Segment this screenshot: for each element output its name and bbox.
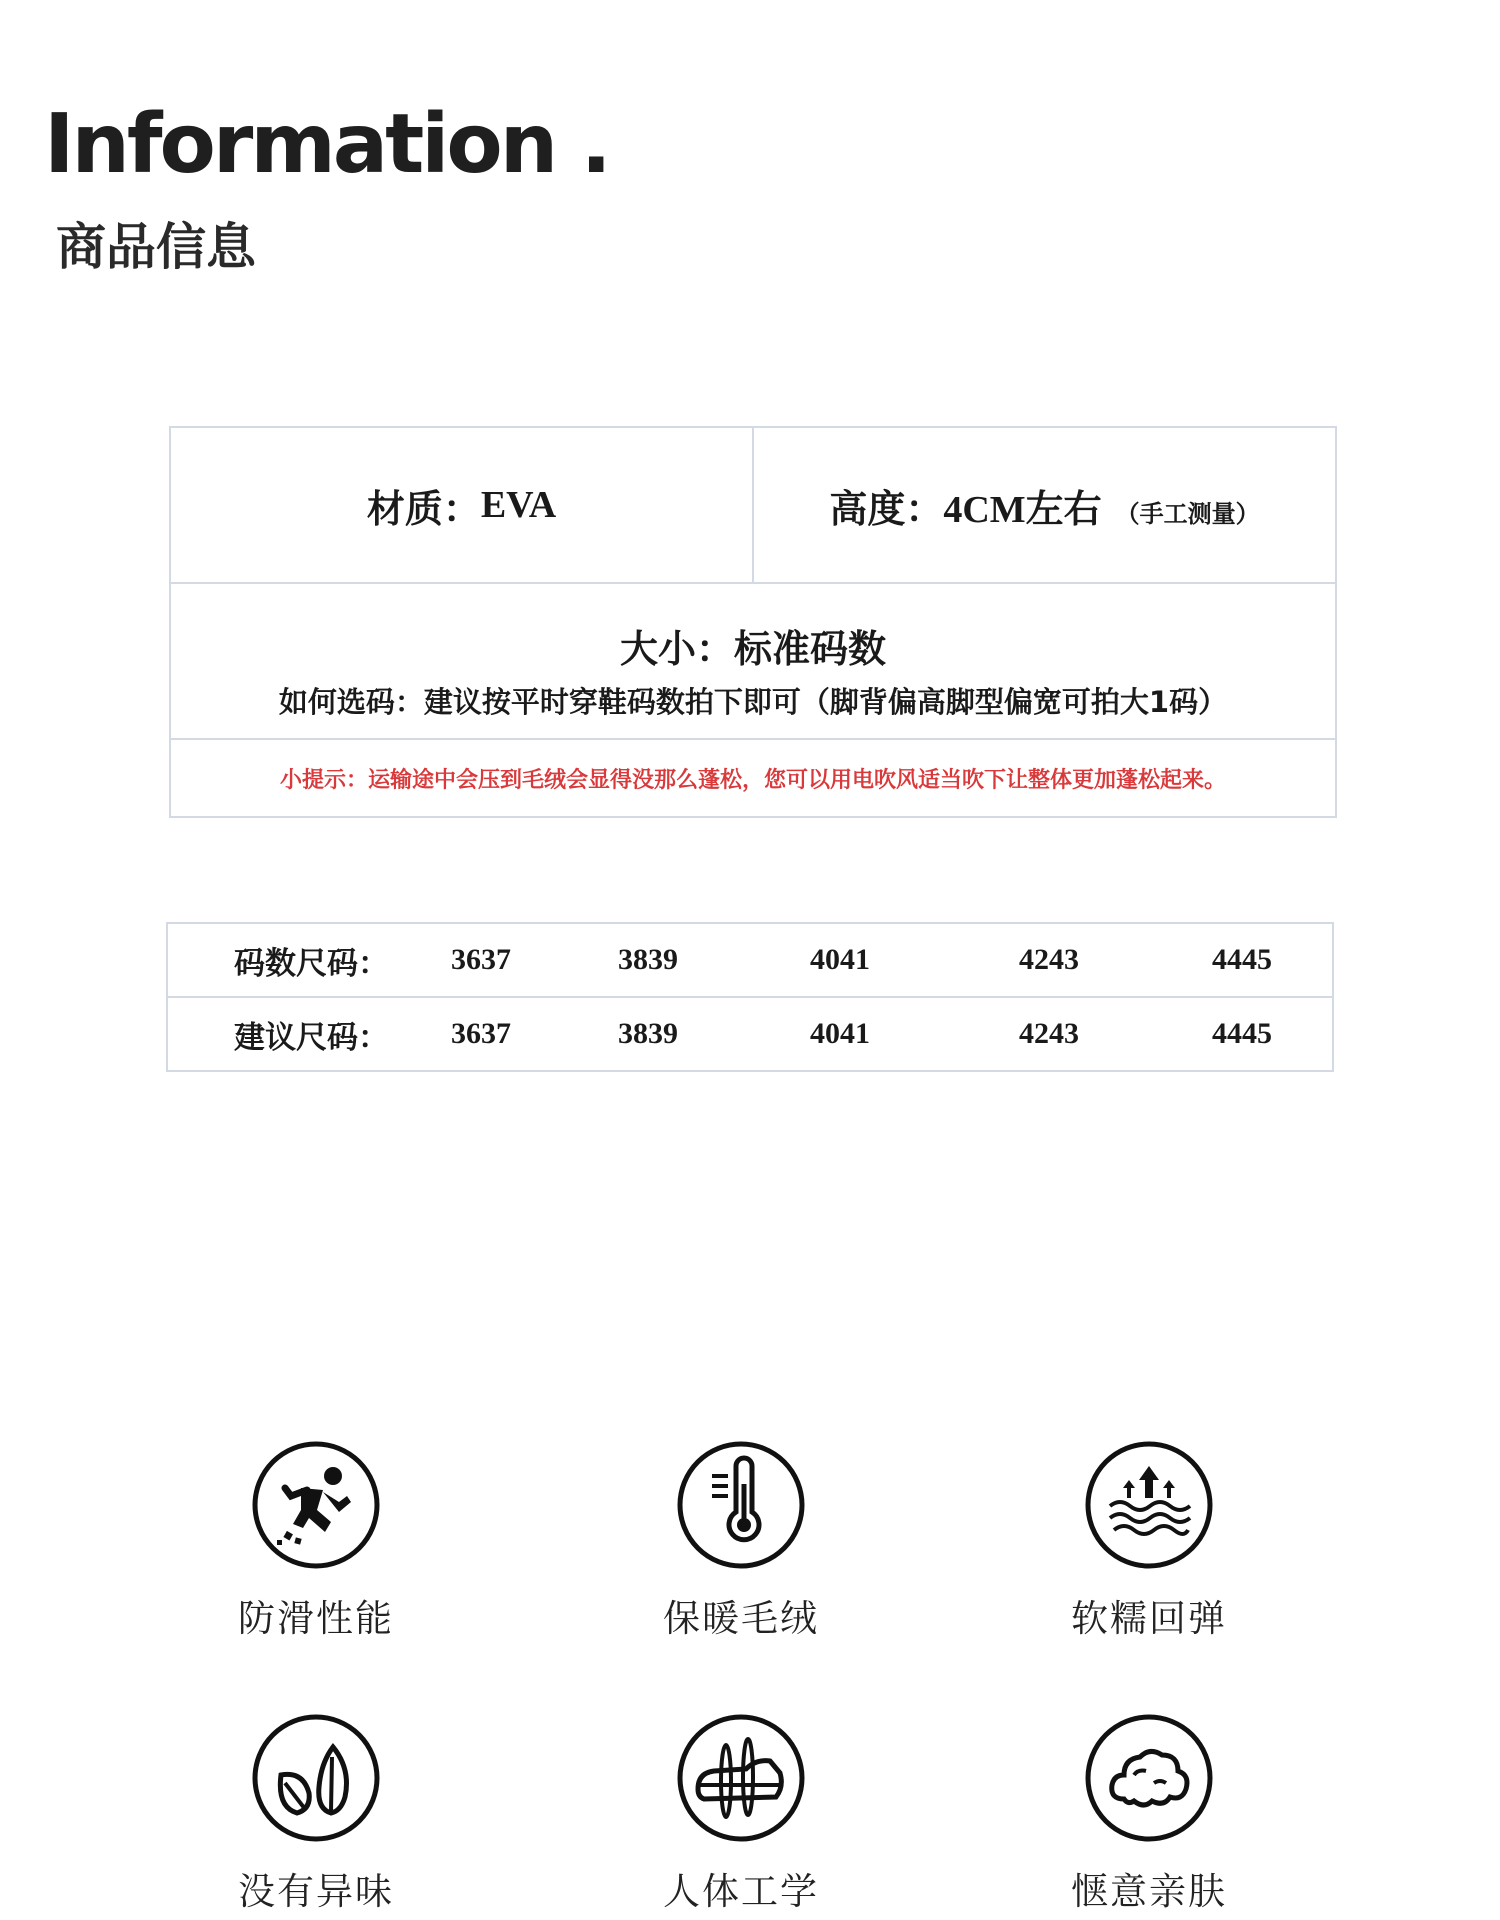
table-cell: 4445	[1212, 1017, 1272, 1050]
feature-anti-slip	[166, 1440, 466, 1642]
row-label: 码数尺码：	[234, 945, 389, 982]
anti-slip-icon	[251, 1440, 381, 1570]
rebound-icon	[1084, 1440, 1214, 1570]
table-cell: 4041	[810, 943, 870, 976]
feature-label: 人体工学	[663, 1870, 819, 1913]
row-label: 建议尺码：	[234, 1019, 389, 1056]
feature-warm	[591, 1440, 891, 1642]
height-label: 高度：	[829, 486, 944, 531]
table-cell: 3839	[618, 943, 678, 976]
leaf-icon	[251, 1713, 381, 1843]
table-cell: 3839	[618, 1017, 678, 1050]
feature-no-odor	[166, 1713, 466, 1915]
ergonomic-shoe-icon	[676, 1713, 806, 1843]
feature-label: 没有异味	[238, 1870, 394, 1913]
table-cell: 4041	[810, 1017, 870, 1050]
info-box	[169, 426, 1337, 818]
height-note: （手工测量）	[1115, 499, 1260, 528]
material-label: 材质：	[366, 486, 481, 531]
table-row	[168, 998, 1332, 1072]
title-chinese: 商品信息	[56, 218, 256, 276]
size-line: 大小：标准码数	[619, 627, 886, 671]
material-cell	[171, 428, 754, 582]
howto-line: 如何选码：建议按平时穿鞋码数拍下即可（脚背偏高脚型偏宽可拍大1码）	[278, 685, 1228, 719]
size-table	[166, 922, 1334, 1072]
info-row-material-height	[171, 428, 1335, 584]
feature-label: 保暖毛绒	[663, 1597, 819, 1640]
table-row	[168, 924, 1332, 998]
height-value: 4CM左右	[943, 488, 1102, 531]
feature-label: 软糯回弹	[1071, 1597, 1227, 1640]
height-cell	[754, 428, 1335, 582]
table-cell: 4445	[1212, 943, 1272, 976]
feature-rebound	[999, 1440, 1299, 1642]
thermometer-icon	[676, 1440, 806, 1570]
feature-label: 防滑性能	[238, 1597, 394, 1640]
table-cell: 4243	[1019, 943, 1079, 976]
feature-label: 惬意亲肤	[1071, 1870, 1227, 1913]
table-cell: 4243	[1019, 1017, 1079, 1050]
feature-ergonomic	[591, 1713, 891, 1915]
cloud-icon	[1084, 1713, 1214, 1843]
title-english: Information .	[44, 97, 609, 192]
table-cell: 3637	[451, 943, 511, 976]
table-cell: 3637	[451, 1017, 511, 1050]
info-row-size	[171, 584, 1335, 740]
tip-text: 小提示：运输途中会压到毛绒会显得没那么蓬松，您可以用电吹风适当吹下让整体更加蓬松起来。	[279, 767, 1226, 793]
info-row-tip	[171, 740, 1335, 816]
material-value: EVA	[480, 484, 557, 526]
feature-skin-friendly	[999, 1713, 1299, 1915]
